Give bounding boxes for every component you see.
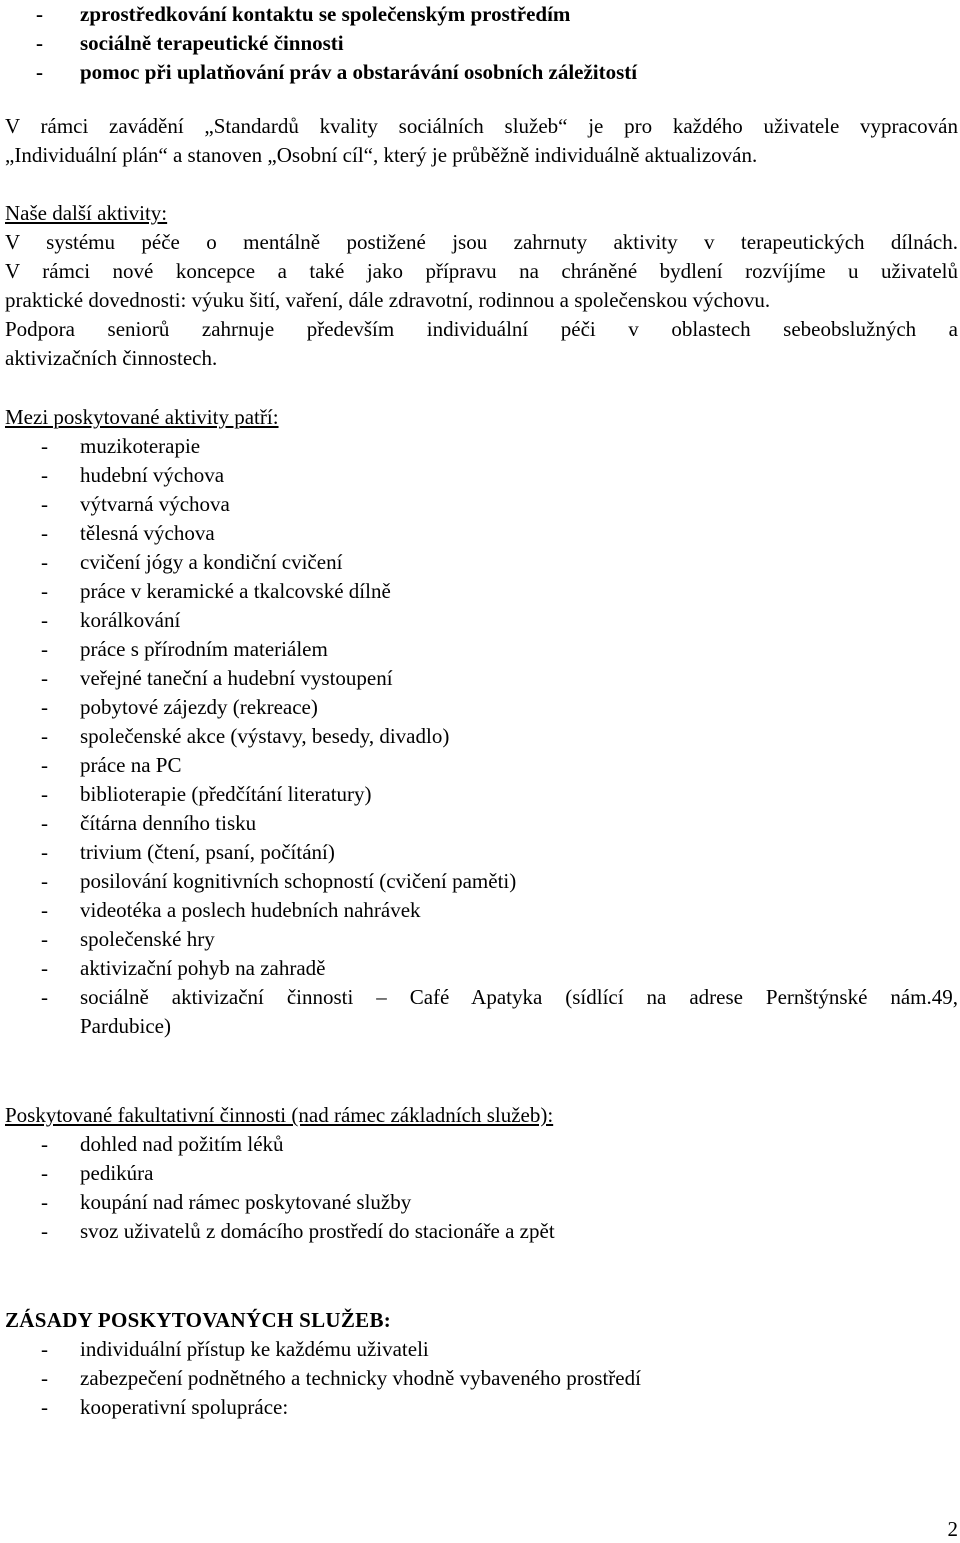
list-item-text: veřejné taneční a hudební vystoupení [80, 666, 393, 690]
list-item-continuation: Pardubice) [80, 1014, 171, 1038]
optional-services-list [5, 1130, 958, 1246]
provided-activities-list [5, 432, 958, 1012]
dash: - [41, 753, 48, 777]
list-item-text: práce na PC [80, 753, 182, 777]
list-item-text: výtvarná výchova [80, 492, 230, 516]
dash: - [41, 492, 48, 516]
list-item [5, 693, 958, 722]
list-item [5, 432, 958, 461]
dash: - [41, 1395, 48, 1419]
list-item [5, 1159, 958, 1188]
paragraph-line: V systému péče o mentálně postižené jsou zahrnuty aktivity v terapeutických dílnách. [5, 230, 958, 254]
list-item-text: pedikúra [80, 1161, 154, 1185]
section-heading: Mezi poskytované aktivity patří: [5, 405, 279, 429]
list-item-text: pobytové zájezdy (rekreace) [80, 695, 318, 719]
list-item-text: tělesná výchova [80, 521, 215, 545]
dash: - [41, 550, 48, 574]
list-item [5, 577, 958, 606]
list-item [5, 1217, 958, 1246]
dash: - [41, 695, 48, 719]
list-item-text: korálkování [80, 608, 181, 632]
dash: - [41, 869, 48, 893]
dash: - [41, 1219, 48, 1243]
list-item [5, 635, 958, 664]
list-item [5, 780, 958, 809]
list-item-text: biblioterapie (předčítání literatury) [80, 782, 372, 806]
list-item-text: kooperativní spolupráce: [80, 1395, 289, 1419]
dash: - [41, 1337, 48, 1361]
dash: - [41, 637, 48, 661]
list-item [5, 722, 958, 751]
paragraph-line: praktické dovednosti: výuku šití, vaření, dále zdravotní, rodinnou a společenskou výchovu. [5, 288, 771, 312]
dash: - [36, 31, 43, 55]
list-item [5, 1364, 958, 1393]
dash: - [36, 2, 43, 26]
intro-paragraph [5, 112, 958, 170]
page-number: 2 [947, 1517, 958, 1541]
list-item-text: čítárna denního tisku [80, 811, 257, 835]
list-item-text: dohled nad požitím léků [80, 1132, 284, 1156]
list-item [5, 1130, 958, 1159]
list-item [5, 867, 958, 896]
list-item-text: posilování kognitivních schopností (cvičení paměti) [80, 869, 517, 893]
provided-activities-section [5, 403, 958, 1041]
list-item: - sociálně terapeutické činnosti [5, 29, 958, 58]
list-item [5, 809, 958, 838]
list-item-text: práce v keramické a tkalcovské dílně [80, 579, 391, 603]
list-item-text: trivium (čtení, psaní, počítání) [80, 840, 335, 864]
dash: - [41, 434, 48, 458]
list-item-text: koupání nad rámec poskytované služby [80, 1190, 412, 1214]
dash: - [41, 1190, 48, 1214]
optional-services-section [5, 1101, 958, 1246]
list-item-text: cvičení jógy a kondiční cvičení [80, 550, 343, 574]
dash: - [41, 927, 48, 951]
paragraph-line: Podpora seniorů zahrnuje především individuální péči v oblastech sebeobslužných a [5, 317, 958, 341]
list-item-text: společenské akce (výstavy, besedy, divadlo) [80, 724, 450, 748]
section-heading: ZÁSADY POSKYTOVANÝCH SLUŽEB: [5, 1308, 392, 1332]
dash: - [41, 1132, 48, 1156]
paragraph-line: „Individuální plán“ a stanoven „Osobní cíl“, který je průběžně individuálně aktualizován. [5, 143, 758, 167]
list-item-text: muzikoterapie [80, 434, 201, 458]
list-item [5, 1188, 958, 1217]
list-item-text: individuální přístup ke každému uživateli [80, 1337, 429, 1361]
list-item [5, 461, 958, 490]
list-item [5, 664, 958, 693]
list-item-text: společenské hry [80, 927, 215, 951]
dash: - [41, 840, 48, 864]
dash: - [41, 608, 48, 632]
dash: - [41, 898, 48, 922]
dash: - [36, 60, 43, 84]
dash: - [41, 579, 48, 603]
dash: - [41, 985, 48, 1009]
list-item [5, 1393, 958, 1422]
list-item-text: zabezpečení podnětného a technicky vhodně vybaveného prostředí [80, 1366, 641, 1390]
dash: - [41, 521, 48, 545]
paragraph-line: aktivizačních činnostech. [5, 346, 218, 370]
list-item: - pomoc při uplatňování práv a obstarávání osobních záležitostí [5, 58, 958, 87]
dash: - [41, 782, 48, 806]
list-item-text: hudební výchova [80, 463, 225, 487]
list-item [5, 954, 958, 983]
dash: - [41, 1366, 48, 1390]
dash: - [41, 666, 48, 690]
list-item [5, 606, 958, 635]
top-list [5, 0, 958, 87]
section-heading: Poskytované fakultativní činnosti (nad rámec základních služeb): [5, 1103, 554, 1127]
dash: - [41, 724, 48, 748]
list-item [5, 896, 958, 925]
list-item-text: svoz uživatelů z domácího prostředí do stacionáře a zpět [80, 1219, 555, 1243]
principles-list [5, 1335, 958, 1422]
list-item: - zprostředkování kontaktu se společenským prostředím [5, 0, 958, 29]
section-heading: Naše další aktivity: [5, 201, 168, 225]
principles-section [5, 1306, 958, 1422]
paragraph-line: V rámci nové koncepce a také jako přípravu na chráněné bydlení rozvíjíme u uživatelů [5, 259, 958, 283]
list-item-text: aktivizační pohyb na zahradě [80, 956, 326, 980]
list-item [5, 548, 958, 577]
dash: - [41, 463, 48, 487]
list-item [5, 983, 958, 1012]
list-item [5, 925, 958, 954]
activities-section [5, 199, 958, 373]
list-item [5, 519, 958, 548]
dash: - [41, 956, 48, 980]
dash: - [41, 1161, 48, 1185]
list-item [5, 751, 958, 780]
list-item-text: sociálně aktivizační činnosti – Café Apatyka (sídlící na adrese Pernštýnské nám.49, [80, 985, 958, 1009]
paragraph-line: V rámci zavádění „Standardů kvality sociálních služeb“ je pro každého uživatele vypracován [5, 114, 958, 138]
list-item [5, 490, 958, 519]
list-item-text: videotéka a poslech hudebních nahrávek [80, 898, 421, 922]
list-item [5, 838, 958, 867]
list-item [5, 1335, 958, 1364]
list-item-text: práce s přírodním materiálem [80, 637, 328, 661]
dash: - [41, 811, 48, 835]
